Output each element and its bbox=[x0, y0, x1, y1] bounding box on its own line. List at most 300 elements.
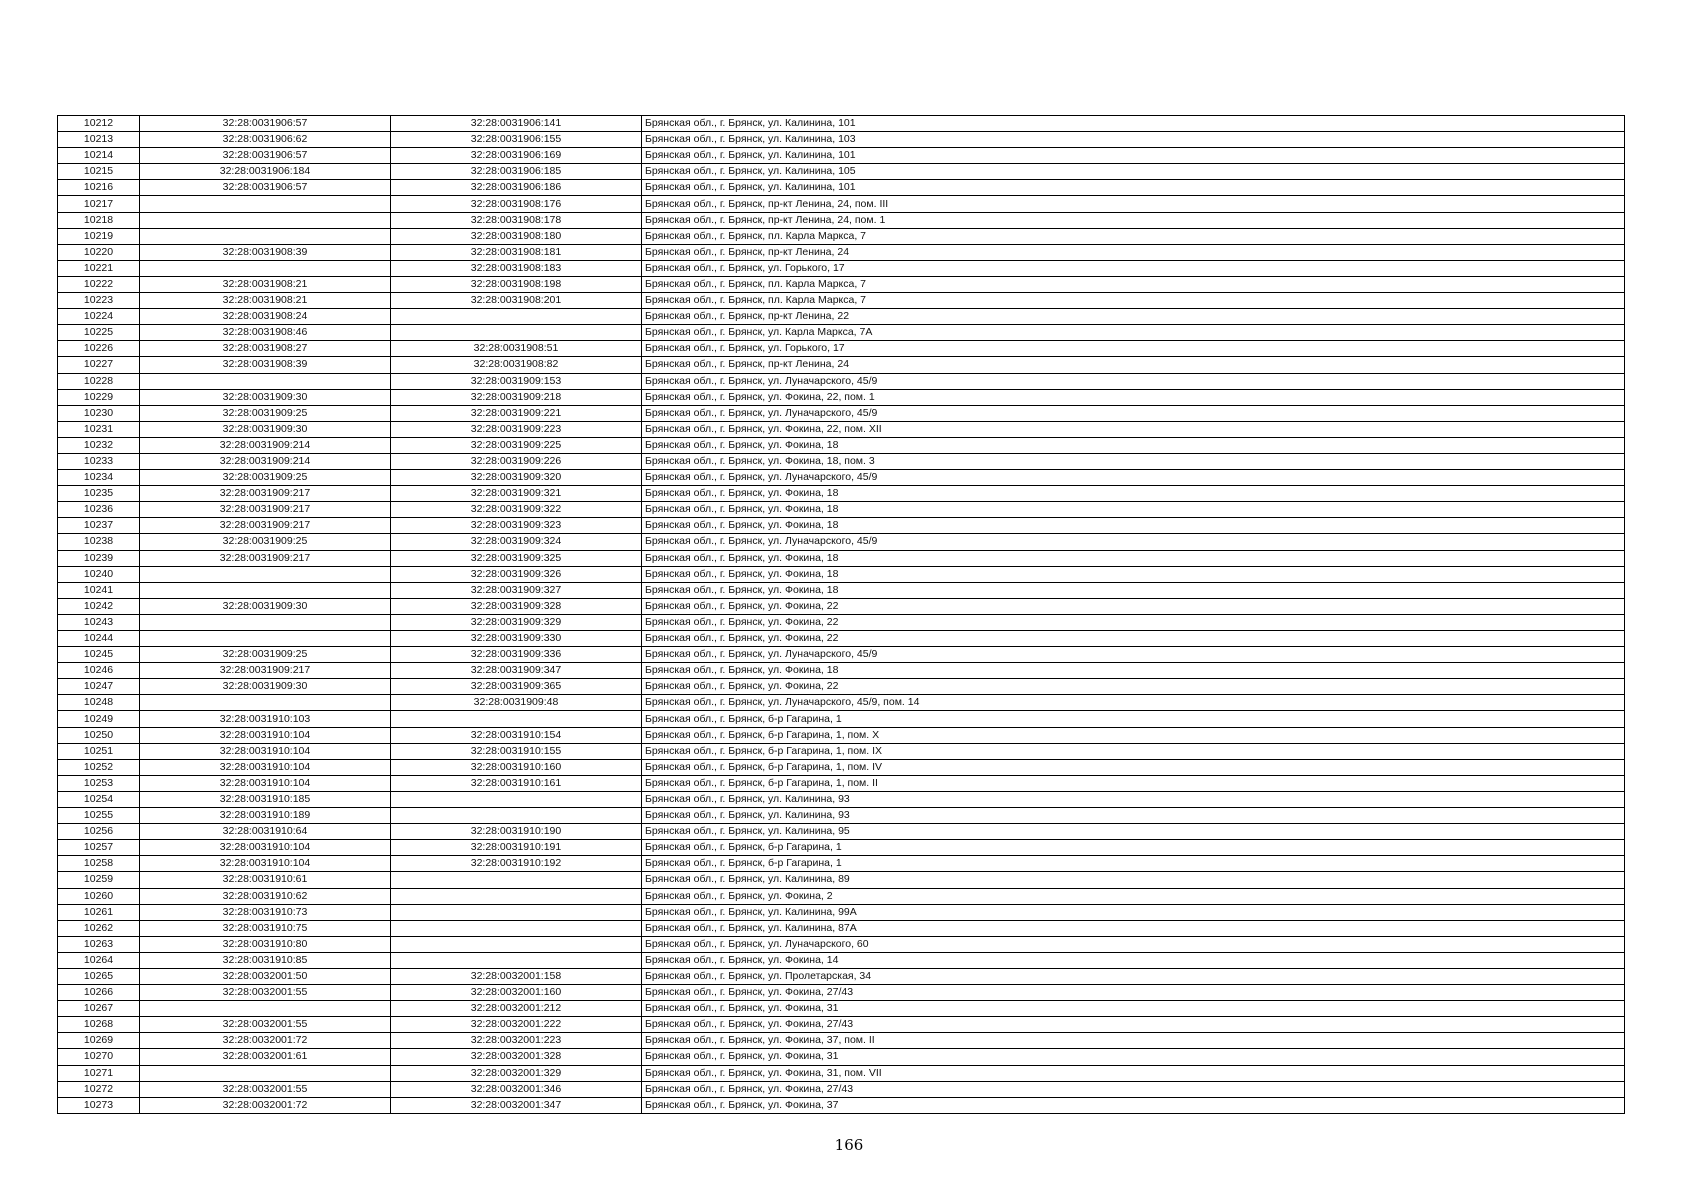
address-cell: Брянская обл., г. Брянск, пл. Карла Маркса, 7 bbox=[642, 228, 1625, 244]
cadastral-number-cell bbox=[140, 614, 391, 630]
row-number-cell: 10220 bbox=[58, 244, 140, 260]
table-row bbox=[58, 936, 1625, 952]
cadastral-number-cell: 32:28:0031909:217 bbox=[140, 486, 391, 502]
row-number-cell: 10242 bbox=[58, 598, 140, 614]
object-cadastral-number-cell: 32:28:0031910:155 bbox=[391, 743, 642, 759]
object-cadastral-number-cell: 32:28:0031910:190 bbox=[391, 824, 642, 840]
row-number-cell: 10269 bbox=[58, 1033, 140, 1049]
row-number-cell: 10236 bbox=[58, 502, 140, 518]
table-row bbox=[58, 405, 1625, 421]
table-row bbox=[58, 357, 1625, 373]
object-cadastral-number-cell: 32:28:0031909:326 bbox=[391, 566, 642, 582]
object-cadastral-number-cell: 32:28:0031909:323 bbox=[391, 518, 642, 534]
cadastral-number-cell: 32:28:0032001:61 bbox=[140, 1049, 391, 1065]
address-cell: Брянская обл., г. Брянск, ул. Фокина, 2 bbox=[642, 888, 1625, 904]
object-cadastral-number-cell: 32:28:0031908:82 bbox=[391, 357, 642, 373]
table-row bbox=[58, 695, 1625, 711]
object-cadastral-number-cell: 32:28:0031909:324 bbox=[391, 534, 642, 550]
cadastral-number-cell: 32:28:0031910:62 bbox=[140, 888, 391, 904]
table-row bbox=[58, 1017, 1625, 1033]
table-row bbox=[58, 566, 1625, 582]
object-cadastral-number-cell bbox=[391, 920, 642, 936]
cadastral-number-cell: 32:28:0031910:61 bbox=[140, 872, 391, 888]
row-number-cell: 10214 bbox=[58, 148, 140, 164]
address-cell: Брянская обл., г. Брянск, пр-кт Ленина, 22 bbox=[642, 309, 1625, 325]
address-cell: Брянская обл., г. Брянск, ул. Горького, 17 bbox=[642, 260, 1625, 276]
table-row bbox=[58, 293, 1625, 309]
table-row bbox=[58, 582, 1625, 598]
cadastral-number-cell: 32:28:0031909:217 bbox=[140, 502, 391, 518]
address-cell: Брянская обл., г. Брянск, пл. Карла Маркса, 7 bbox=[642, 276, 1625, 292]
table-row bbox=[58, 244, 1625, 260]
table-row bbox=[58, 228, 1625, 244]
table-row bbox=[58, 1033, 1625, 1049]
row-number-cell: 10216 bbox=[58, 180, 140, 196]
address-cell: Брянская обл., г. Брянск, ул. Фокина, 22, пом. XII bbox=[642, 421, 1625, 437]
cadastral-number-cell bbox=[140, 260, 391, 276]
cadastral-number-cell bbox=[140, 631, 391, 647]
row-number-cell: 10266 bbox=[58, 985, 140, 1001]
address-cell: Брянская обл., г. Брянск, ул. Луначарского, 45/9, пом. 14 bbox=[642, 695, 1625, 711]
row-number-cell: 10237 bbox=[58, 518, 140, 534]
table-row bbox=[58, 856, 1625, 872]
row-number-cell: 10228 bbox=[58, 373, 140, 389]
row-number-cell: 10219 bbox=[58, 228, 140, 244]
object-cadastral-number-cell: 32:28:0031908:183 bbox=[391, 260, 642, 276]
table-row bbox=[58, 952, 1625, 968]
table-row bbox=[58, 888, 1625, 904]
cadastral-number-cell: 32:28:0031910:189 bbox=[140, 808, 391, 824]
address-cell: Брянская обл., г. Брянск, ул. Калинина, 93 bbox=[642, 791, 1625, 807]
table-row bbox=[58, 453, 1625, 469]
address-cell: Брянская обл., г. Брянск, ул. Калинина, 99А bbox=[642, 904, 1625, 920]
object-cadastral-number-cell: 32:28:0031909:347 bbox=[391, 663, 642, 679]
cadastral-number-cell: 32:28:0031908:21 bbox=[140, 293, 391, 309]
table-row bbox=[58, 598, 1625, 614]
address-cell: Брянская обл., г. Брянск, ул. Луначарского, 45/9 bbox=[642, 647, 1625, 663]
cadastral-number-cell: 32:28:0031910:104 bbox=[140, 840, 391, 856]
object-cadastral-number-cell: 32:28:0031910:191 bbox=[391, 840, 642, 856]
table-row bbox=[58, 1081, 1625, 1097]
cadastral-number-cell bbox=[140, 196, 391, 212]
object-cadastral-number-cell: 32:28:0032001:347 bbox=[391, 1097, 642, 1113]
object-cadastral-number-cell: 32:28:0031908:51 bbox=[391, 341, 642, 357]
cadastral-number-cell bbox=[140, 695, 391, 711]
address-cell: Брянская обл., г. Брянск, ул. Калинина, 105 bbox=[642, 164, 1625, 180]
address-cell: Брянская обл., г. Брянск, ул. Фокина, 31 bbox=[642, 1049, 1625, 1065]
row-number-cell: 10246 bbox=[58, 663, 140, 679]
row-number-cell: 10241 bbox=[58, 582, 140, 598]
object-cadastral-number-cell: 32:28:0031909:153 bbox=[391, 373, 642, 389]
row-number-cell: 10256 bbox=[58, 824, 140, 840]
address-cell: Брянская обл., г. Брянск, ул. Калинина, 87А bbox=[642, 920, 1625, 936]
row-number-cell: 10232 bbox=[58, 437, 140, 453]
table-row bbox=[58, 502, 1625, 518]
address-cell: Брянская обл., г. Брянск, ул. Фокина, 14 bbox=[642, 952, 1625, 968]
row-number-cell: 10222 bbox=[58, 276, 140, 292]
object-cadastral-number-cell: 32:28:0032001:328 bbox=[391, 1049, 642, 1065]
object-cadastral-number-cell: 32:28:0031906:169 bbox=[391, 148, 642, 164]
table-row bbox=[58, 808, 1625, 824]
row-number-cell: 10213 bbox=[58, 132, 140, 148]
cadastral-number-cell: 32:28:0031909:30 bbox=[140, 421, 391, 437]
address-cell: Брянская обл., г. Брянск, ул. Фокина, 18 bbox=[642, 566, 1625, 582]
cadastral-number-cell: 32:28:0031910:75 bbox=[140, 920, 391, 936]
address-cell: Брянская обл., г. Брянск, ул. Фокина, 27/43 bbox=[642, 1017, 1625, 1033]
table-row bbox=[58, 663, 1625, 679]
cadastral-number-cell bbox=[140, 566, 391, 582]
row-number-cell: 10265 bbox=[58, 968, 140, 984]
table-row bbox=[58, 341, 1625, 357]
object-cadastral-number-cell: 32:28:0031908:178 bbox=[391, 212, 642, 228]
address-cell: Брянская обл., г. Брянск, ул. Фокина, 18, пом. 3 bbox=[642, 453, 1625, 469]
object-cadastral-number-cell: 32:28:0032001:329 bbox=[391, 1065, 642, 1081]
cadastral-number-cell: 32:28:0032001:55 bbox=[140, 1017, 391, 1033]
row-number-cell: 10245 bbox=[58, 647, 140, 663]
cadastral-number-cell: 32:28:0031909:217 bbox=[140, 550, 391, 566]
row-number-cell: 10243 bbox=[58, 614, 140, 630]
address-cell: Брянская обл., г. Брянск, б-р Гагарина, 1, пом. X bbox=[642, 727, 1625, 743]
table-row bbox=[58, 759, 1625, 775]
cadastral-number-cell: 32:28:0032001:72 bbox=[140, 1097, 391, 1113]
address-cell: Брянская обл., г. Брянск, ул. Луначарского, 45/9 bbox=[642, 405, 1625, 421]
object-cadastral-number-cell bbox=[391, 936, 642, 952]
table-row bbox=[58, 437, 1625, 453]
cadastral-number-cell: 32:28:0031910:104 bbox=[140, 759, 391, 775]
address-cell: Брянская обл., г. Брянск, ул. Калинина, 93 bbox=[642, 808, 1625, 824]
address-cell: Брянская обл., г. Брянск, б-р Гагарина, 1, пом. IX bbox=[642, 743, 1625, 759]
address-cell: Брянская обл., г. Брянск, ул. Луначарского, 45/9 bbox=[642, 470, 1625, 486]
table-row bbox=[58, 550, 1625, 566]
object-cadastral-number-cell: 32:28:0032001:158 bbox=[391, 968, 642, 984]
cadastral-number-cell: 32:28:0031910:85 bbox=[140, 952, 391, 968]
table-row bbox=[58, 518, 1625, 534]
cadastral-number-cell bbox=[140, 228, 391, 244]
row-number-cell: 10239 bbox=[58, 550, 140, 566]
object-cadastral-number-cell: 32:28:0031909:320 bbox=[391, 470, 642, 486]
table-row bbox=[58, 148, 1625, 164]
cadastral-number-cell: 32:28:0031910:80 bbox=[140, 936, 391, 952]
cadastral-number-cell: 32:28:0031909:25 bbox=[140, 534, 391, 550]
cadastral-number-cell: 32:28:0031908:24 bbox=[140, 309, 391, 325]
table-row bbox=[58, 486, 1625, 502]
row-number-cell: 10250 bbox=[58, 727, 140, 743]
table-row bbox=[58, 132, 1625, 148]
address-cell: Брянская обл., г. Брянск, пл. Карла Маркса, 7 bbox=[642, 293, 1625, 309]
cadastral-number-cell: 32:28:0031909:217 bbox=[140, 518, 391, 534]
address-cell: Брянская обл., г. Брянск, ул. Калинина, 89 bbox=[642, 872, 1625, 888]
row-number-cell: 10273 bbox=[58, 1097, 140, 1113]
address-cell: Брянская обл., г. Брянск, ул. Пролетарская, 34 bbox=[642, 968, 1625, 984]
table-row bbox=[58, 1001, 1625, 1017]
cadastral-number-cell bbox=[140, 1065, 391, 1081]
page-number: 166 bbox=[834, 1136, 864, 1154]
object-cadastral-number-cell: 32:28:0031909:48 bbox=[391, 695, 642, 711]
table-row bbox=[58, 775, 1625, 791]
row-number-cell: 10268 bbox=[58, 1017, 140, 1033]
object-cadastral-number-cell: 32:28:0031909:221 bbox=[391, 405, 642, 421]
row-number-cell: 10238 bbox=[58, 534, 140, 550]
cadastral-number-cell: 32:28:0031910:64 bbox=[140, 824, 391, 840]
table-row bbox=[58, 276, 1625, 292]
object-cadastral-number-cell: 32:28:0032001:212 bbox=[391, 1001, 642, 1017]
row-number-cell: 10215 bbox=[58, 164, 140, 180]
object-cadastral-number-cell: 32:28:0031908:176 bbox=[391, 196, 642, 212]
object-cadastral-number-cell: 32:28:0031906:141 bbox=[391, 116, 642, 132]
cadastral-number-cell: 32:28:0031906:62 bbox=[140, 132, 391, 148]
address-cell: Брянская обл., г. Брянск, ул. Луначарского, 45/9 bbox=[642, 534, 1625, 550]
address-cell: Брянская обл., г. Брянск, пр-кт Ленина, 24, пом. III bbox=[642, 196, 1625, 212]
address-cell: Брянская обл., г. Брянск, б-р Гагарина, 1, пом. IV bbox=[642, 759, 1625, 775]
table-row bbox=[58, 373, 1625, 389]
row-number-cell: 10223 bbox=[58, 293, 140, 309]
address-cell: Брянская обл., г. Брянск, ул. Фокина, 22 bbox=[642, 598, 1625, 614]
cadastral-number-cell: 32:28:0031906:184 bbox=[140, 164, 391, 180]
cadastral-number-cell: 32:28:0031906:57 bbox=[140, 148, 391, 164]
object-cadastral-number-cell: 32:28:0031909:327 bbox=[391, 582, 642, 598]
row-number-cell: 10267 bbox=[58, 1001, 140, 1017]
cadastral-number-cell: 32:28:0031909:25 bbox=[140, 470, 391, 486]
row-number-cell: 10272 bbox=[58, 1081, 140, 1097]
object-cadastral-number-cell: 32:28:0031909:329 bbox=[391, 614, 642, 630]
object-cadastral-number-cell: 32:28:0031906:185 bbox=[391, 164, 642, 180]
cadastral-number-cell bbox=[140, 212, 391, 228]
address-cell: Брянская обл., г. Брянск, ул. Горького, 17 bbox=[642, 341, 1625, 357]
address-cell: Брянская обл., г. Брянск, пр-кт Ленина, 24 bbox=[642, 244, 1625, 260]
address-cell: Брянская обл., г. Брянск, ул. Фокина, 22 bbox=[642, 679, 1625, 695]
table-row bbox=[58, 872, 1625, 888]
object-cadastral-number-cell: 32:28:0031909:321 bbox=[391, 486, 642, 502]
table-row bbox=[58, 631, 1625, 647]
address-cell: Брянская обл., г. Брянск, ул. Фокина, 37 bbox=[642, 1097, 1625, 1113]
row-number-cell: 10226 bbox=[58, 341, 140, 357]
cadastral-number-cell: 32:28:0031909:30 bbox=[140, 598, 391, 614]
object-cadastral-number-cell: 32:28:0031909:226 bbox=[391, 453, 642, 469]
address-cell: Брянская обл., г. Брянск, ул. Фокина, 31 bbox=[642, 1001, 1625, 1017]
address-cell: Брянская обл., г. Брянск, ул. Фокина, 31, пом. VII bbox=[642, 1065, 1625, 1081]
row-number-cell: 10260 bbox=[58, 888, 140, 904]
object-cadastral-number-cell: 32:28:0031908:180 bbox=[391, 228, 642, 244]
cadastral-number-cell: 32:28:0032001:72 bbox=[140, 1033, 391, 1049]
address-cell: Брянская обл., г. Брянск, ул. Фокина, 18 bbox=[642, 486, 1625, 502]
cadastral-number-cell: 32:28:0031909:214 bbox=[140, 437, 391, 453]
row-number-cell: 10264 bbox=[58, 952, 140, 968]
row-number-cell: 10248 bbox=[58, 695, 140, 711]
object-cadastral-number-cell: 32:28:0031909:325 bbox=[391, 550, 642, 566]
table-row bbox=[58, 840, 1625, 856]
registry-table bbox=[57, 115, 1625, 1114]
cadastral-number-cell: 32:28:0031909:30 bbox=[140, 679, 391, 695]
table-row bbox=[58, 1097, 1625, 1113]
address-cell: Брянская обл., г. Брянск, ул. Фокина, 18 bbox=[642, 518, 1625, 534]
registry-table-body bbox=[58, 116, 1625, 1114]
table-row bbox=[58, 679, 1625, 695]
row-number-cell: 10249 bbox=[58, 711, 140, 727]
object-cadastral-number-cell: 32:28:0031909:218 bbox=[391, 389, 642, 405]
address-cell: Брянская обл., г. Брянск, ул. Карла Маркса, 7А bbox=[642, 325, 1625, 341]
address-cell: Брянская обл., г. Брянск, ул. Фокина, 18 bbox=[642, 663, 1625, 679]
row-number-cell: 10235 bbox=[58, 486, 140, 502]
cadastral-number-cell bbox=[140, 582, 391, 598]
object-cadastral-number-cell: 32:28:0031906:186 bbox=[391, 180, 642, 196]
row-number-cell: 10234 bbox=[58, 470, 140, 486]
object-cadastral-number-cell: 32:28:0032001:346 bbox=[391, 1081, 642, 1097]
table-row bbox=[58, 1049, 1625, 1065]
object-cadastral-number-cell: 32:28:0032001:160 bbox=[391, 985, 642, 1001]
table-row bbox=[58, 968, 1625, 984]
table-row bbox=[58, 743, 1625, 759]
table-row bbox=[58, 212, 1625, 228]
cadastral-number-cell: 32:28:0031908:46 bbox=[140, 325, 391, 341]
address-cell: Брянская обл., г. Брянск, б-р Гагарина, 1 bbox=[642, 856, 1625, 872]
table-row bbox=[58, 325, 1625, 341]
row-number-cell: 10262 bbox=[58, 920, 140, 936]
row-number-cell: 10224 bbox=[58, 309, 140, 325]
row-number-cell: 10252 bbox=[58, 759, 140, 775]
cadastral-number-cell: 32:28:0031909:25 bbox=[140, 647, 391, 663]
cadastral-number-cell: 32:28:0031909:25 bbox=[140, 405, 391, 421]
table-row bbox=[58, 260, 1625, 276]
row-number-cell: 10251 bbox=[58, 743, 140, 759]
table-row bbox=[58, 470, 1625, 486]
cadastral-number-cell: 32:28:0031910:104 bbox=[140, 743, 391, 759]
cadastral-number-cell: 32:28:0031908:21 bbox=[140, 276, 391, 292]
address-cell: Брянская обл., г. Брянск, пр-кт Ленина, 24 bbox=[642, 357, 1625, 373]
cadastral-number-cell: 32:28:0031908:39 bbox=[140, 244, 391, 260]
object-cadastral-number-cell: 32:28:0032001:222 bbox=[391, 1017, 642, 1033]
table-row bbox=[58, 614, 1625, 630]
table-row bbox=[58, 920, 1625, 936]
table-row bbox=[58, 164, 1625, 180]
row-number-cell: 10233 bbox=[58, 453, 140, 469]
address-cell: Брянская обл., г. Брянск, ул. Фокина, 18 bbox=[642, 550, 1625, 566]
table-row bbox=[58, 904, 1625, 920]
address-cell: Брянская обл., г. Брянск, ул. Фокина, 18 bbox=[642, 582, 1625, 598]
row-number-cell: 10244 bbox=[58, 631, 140, 647]
row-number-cell: 10221 bbox=[58, 260, 140, 276]
object-cadastral-number-cell bbox=[391, 904, 642, 920]
object-cadastral-number-cell: 32:28:0031909:336 bbox=[391, 647, 642, 663]
object-cadastral-number-cell: 32:28:0031910:192 bbox=[391, 856, 642, 872]
row-number-cell: 10229 bbox=[58, 389, 140, 405]
table-row bbox=[58, 421, 1625, 437]
row-number-cell: 10270 bbox=[58, 1049, 140, 1065]
object-cadastral-number-cell: 32:28:0031908:201 bbox=[391, 293, 642, 309]
address-cell: Брянская обл., г. Брянск, ул. Фокина, 37, пом. II bbox=[642, 1033, 1625, 1049]
cadastral-number-cell: 32:28:0031910:104 bbox=[140, 856, 391, 872]
cadastral-number-cell: 32:28:0032001:50 bbox=[140, 968, 391, 984]
address-cell: Брянская обл., г. Брянск, б-р Гагарина, 1 bbox=[642, 711, 1625, 727]
cadastral-number-cell: 32:28:0031909:30 bbox=[140, 389, 391, 405]
table-row bbox=[58, 180, 1625, 196]
object-cadastral-number-cell bbox=[391, 791, 642, 807]
row-number-cell: 10225 bbox=[58, 325, 140, 341]
address-cell: Брянская обл., г. Брянск, ул. Фокина, 18 bbox=[642, 437, 1625, 453]
table-row bbox=[58, 1065, 1625, 1081]
address-cell: Брянская обл., г. Брянск, ул. Калинина, 95 bbox=[642, 824, 1625, 840]
object-cadastral-number-cell: 32:28:0031908:181 bbox=[391, 244, 642, 260]
object-cadastral-number-cell: 32:28:0032001:223 bbox=[391, 1033, 642, 1049]
cadastral-number-cell bbox=[140, 1001, 391, 1017]
object-cadastral-number-cell: 32:28:0031910:154 bbox=[391, 727, 642, 743]
cadastral-number-cell: 32:28:0031910:103 bbox=[140, 711, 391, 727]
address-cell: Брянская обл., г. Брянск, ул. Луначарского, 45/9 bbox=[642, 373, 1625, 389]
row-number-cell: 10255 bbox=[58, 808, 140, 824]
table-row bbox=[58, 196, 1625, 212]
table-row bbox=[58, 824, 1625, 840]
cadastral-number-cell: 32:28:0031906:57 bbox=[140, 180, 391, 196]
row-number-cell: 10258 bbox=[58, 856, 140, 872]
row-number-cell: 10231 bbox=[58, 421, 140, 437]
cadastral-number-cell: 32:28:0031906:57 bbox=[140, 116, 391, 132]
row-number-cell: 10261 bbox=[58, 904, 140, 920]
address-cell: Брянская обл., г. Брянск, ул. Калинина, 101 bbox=[642, 148, 1625, 164]
address-cell: Брянская обл., г. Брянск, ул. Фокина, 22 bbox=[642, 631, 1625, 647]
address-cell: Брянская обл., г. Брянск, ул. Фокина, 18 bbox=[642, 502, 1625, 518]
object-cadastral-number-cell bbox=[391, 888, 642, 904]
object-cadastral-number-cell: 32:28:0031909:225 bbox=[391, 437, 642, 453]
address-cell: Брянская обл., г. Брянск, пр-кт Ленина, 24, пом. 1 bbox=[642, 212, 1625, 228]
object-cadastral-number-cell: 32:28:0031909:322 bbox=[391, 502, 642, 518]
cadastral-number-cell bbox=[140, 373, 391, 389]
object-cadastral-number-cell: 32:28:0031909:223 bbox=[391, 421, 642, 437]
address-cell: Брянская обл., г. Брянск, ул. Луначарского, 60 bbox=[642, 936, 1625, 952]
row-number-cell: 10254 bbox=[58, 791, 140, 807]
row-number-cell: 10247 bbox=[58, 679, 140, 695]
address-cell: Брянская обл., г. Брянск, б-р Гагарина, 1, пом. II bbox=[642, 775, 1625, 791]
object-cadastral-number-cell: 32:28:0031908:198 bbox=[391, 276, 642, 292]
row-number-cell: 10218 bbox=[58, 212, 140, 228]
row-number-cell: 10230 bbox=[58, 405, 140, 421]
object-cadastral-number-cell bbox=[391, 325, 642, 341]
table-row bbox=[58, 791, 1625, 807]
address-cell: Брянская обл., г. Брянск, ул. Калинина, 103 bbox=[642, 132, 1625, 148]
row-number-cell: 10257 bbox=[58, 840, 140, 856]
object-cadastral-number-cell bbox=[391, 872, 642, 888]
address-cell: Брянская обл., г. Брянск, ул. Фокина, 22 bbox=[642, 614, 1625, 630]
table-row bbox=[58, 727, 1625, 743]
row-number-cell: 10271 bbox=[58, 1065, 140, 1081]
object-cadastral-number-cell bbox=[391, 309, 642, 325]
object-cadastral-number-cell: 32:28:0031910:160 bbox=[391, 759, 642, 775]
object-cadastral-number-cell bbox=[391, 711, 642, 727]
cadastral-number-cell: 32:28:0031910:185 bbox=[140, 791, 391, 807]
address-cell: Брянская обл., г. Брянск, ул. Калинина, 101 bbox=[642, 116, 1625, 132]
cadastral-number-cell: 32:28:0031910:73 bbox=[140, 904, 391, 920]
cadastral-number-cell: 32:28:0032001:55 bbox=[140, 985, 391, 1001]
address-cell: Брянская обл., г. Брянск, ул. Калинина, 101 bbox=[642, 180, 1625, 196]
object-cadastral-number-cell bbox=[391, 808, 642, 824]
row-number-cell: 10217 bbox=[58, 196, 140, 212]
cadastral-number-cell: 32:28:0032001:55 bbox=[140, 1081, 391, 1097]
cadastral-number-cell: 32:28:0031909:217 bbox=[140, 663, 391, 679]
row-number-cell: 10253 bbox=[58, 775, 140, 791]
cadastral-number-cell: 32:28:0031910:104 bbox=[140, 775, 391, 791]
cadastral-number-cell: 32:28:0031910:104 bbox=[140, 727, 391, 743]
cadastral-number-cell: 32:28:0031908:27 bbox=[140, 341, 391, 357]
table-row bbox=[58, 534, 1625, 550]
table-row bbox=[58, 711, 1625, 727]
table-row bbox=[58, 389, 1625, 405]
address-cell: Брянская обл., г. Брянск, ул. Фокина, 22, пом. 1 bbox=[642, 389, 1625, 405]
object-cadastral-number-cell: 32:28:0031909:330 bbox=[391, 631, 642, 647]
table-row bbox=[58, 309, 1625, 325]
object-cadastral-number-cell: 32:28:0031909:328 bbox=[391, 598, 642, 614]
address-cell: Брянская обл., г. Брянск, б-р Гагарина, 1 bbox=[642, 840, 1625, 856]
object-cadastral-number-cell: 32:28:0031906:155 bbox=[391, 132, 642, 148]
table-row bbox=[58, 116, 1625, 132]
table-row bbox=[58, 647, 1625, 663]
